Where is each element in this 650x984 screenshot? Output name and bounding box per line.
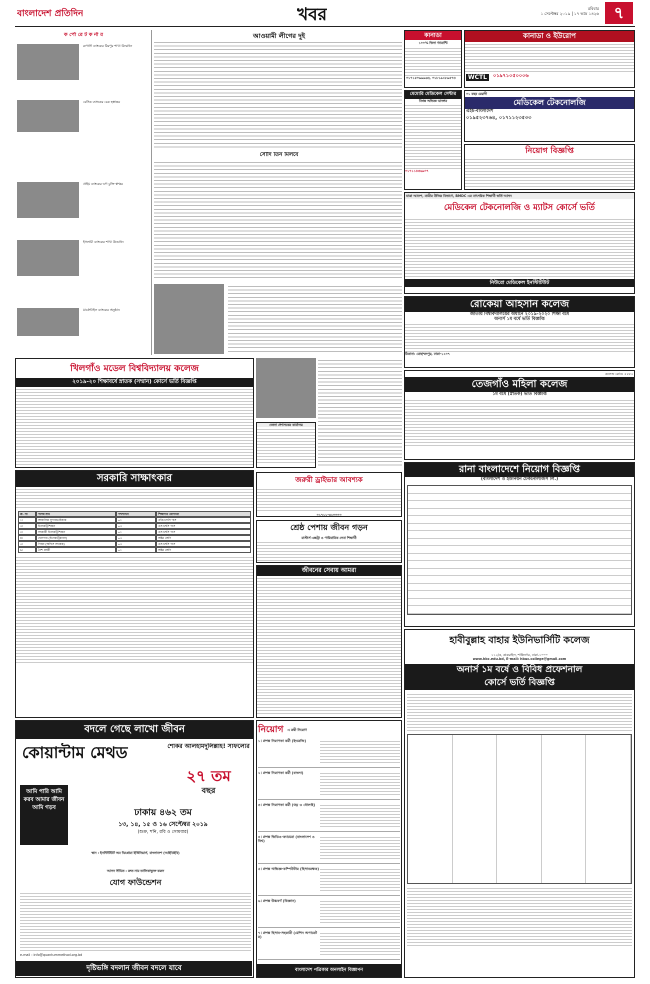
table-cell: এসএসসি পাস (156, 529, 251, 535)
quantum-star: আমি পারি আমি করব আমার জীবন আমি গড়ব (20, 785, 68, 845)
niyog-item-body (320, 867, 400, 893)
habib-web: www.hbc.edu.bd, E-mail: hbuc.college@gmail.com (472, 657, 567, 661)
table-cell: ০২ (116, 541, 156, 547)
rokeya-title: রোকেয়া আহসান কলেজ (405, 297, 634, 312)
niyog-ad-2 (256, 720, 402, 978)
news-body-1 (154, 40, 402, 150)
quantum-shokor: শোকর আলহামদুলিল্লাহ! সাফল্যের (167, 743, 250, 750)
corporate-photo-5 (17, 308, 79, 336)
quantum-edition: ২৭ তম (186, 767, 231, 785)
driver-ad (256, 472, 402, 517)
table-cell: নৈশ প্রহরী (36, 547, 116, 553)
quantum-dates: ১৩, ১৪, ১৫ ও ১৬ সেপ্টেম্বর ২০১৯ (118, 821, 208, 828)
niyog-item-body (320, 739, 400, 765)
shreshtha-title: শ্রেষ্ঠ পেশায় জীবন গড়ন (290, 523, 368, 532)
list-item (258, 931, 400, 960)
table-cell: ৪। (18, 535, 36, 541)
medtech-mats-ad (404, 192, 635, 294)
news-body-3 (228, 284, 402, 354)
canada-body (405, 46, 461, 76)
niyog-item-body (320, 899, 400, 925)
tejgaon-body (405, 398, 634, 448)
table-cell: অষ্টম শ্রেণি (156, 535, 251, 541)
col-sl: ক্র. নং (18, 511, 36, 517)
jiban-ad (256, 565, 402, 718)
medical-tech-ad (464, 90, 635, 142)
niyog2-label: এ রুরী নিয়োগ (287, 727, 307, 732)
tejgaon-sub: ১ম বর্ষে (স্নাতক) ভর্তি বিজ্ঞপ্তি (492, 392, 547, 397)
corporate-text-4: ইসলামী ব্যাংকের শাখা উদ্বোধন (83, 240, 124, 244)
news-body-4 (318, 358, 402, 468)
date-line: রবিবার ১ সেপ্টেম্বর ২০১৯ | ১৭ ভাদ্র ১৪২৬ (540, 6, 599, 16)
table-cell: ১। (18, 517, 36, 523)
logo: বাংলাদেশ প্রতিদিন (17, 9, 84, 19)
corporate-text-1: রূপালী ব্যাংকের মিরপুর শাখা উদ্বোধন (83, 44, 133, 48)
niyog-item-body (320, 771, 400, 797)
table-cell: ০১ (116, 547, 156, 553)
habib-ad (404, 629, 635, 978)
medtech-body (405, 217, 634, 279)
table-cell: এসএসসি পাস (156, 523, 251, 529)
habib-sub2: কোর্সে ভর্তি বিজ্ঞপ্তি (405, 677, 634, 690)
medical-title: মেডিকেল টেকনোলজি (465, 97, 634, 109)
table-cell: আবাসিক সুপারভাইজার (36, 517, 116, 523)
rokeya-sub: জাতীয় বিশ্ববিদ্যালয়ের অধীনে ২০১৯-২০২০ শিক্ষা বর্ষে (469, 312, 570, 317)
sarkari-ad (15, 470, 254, 718)
table-cell: ইলেকট্রিশিয়ান (36, 523, 116, 529)
habib-table (407, 734, 632, 884)
corporate-corner (15, 30, 152, 355)
sarkari-body (16, 555, 253, 665)
table-cell: হেলপার (ইলেকট্রিক্যাল) (36, 535, 116, 541)
medical-phone: ০১৯৫২৩৭৬৪, ০১৭১১২৩৫৩৩ (466, 115, 532, 121)
headline-2: সৌদি তিন মিলবে (259, 152, 299, 158)
niyog-item-body (320, 835, 400, 861)
habib-footer-text (407, 886, 632, 946)
zila-body (257, 427, 315, 463)
rana-table (407, 485, 632, 615)
quantum-ad (15, 720, 254, 978)
khilgaon-body (16, 387, 253, 468)
niyog-item-label: ৫। প্রশস্ত অভিজ্ঞ-কম্পিউটার (হিসাবরক্ষক) (258, 867, 320, 871)
canada-title: কানাডা (405, 31, 461, 40)
quantum-footer: দৃষ্টিভঙ্গি বদলান জীবন বদলে যাবে (16, 961, 252, 976)
sarkari-table (18, 511, 251, 553)
section-title: খবর (297, 5, 327, 25)
news-photo-2 (256, 358, 316, 418)
list-item (258, 835, 400, 864)
quantum-banner: বদলে গেছে লাখো জীবন (16, 721, 253, 739)
memory-phone: ০১৭১১৪৩৬৯০৭ (405, 168, 429, 173)
niyog-item-label: ১। প্রশস্ত নিরাপত্তা কর্মী (ইংরেজি) (258, 739, 307, 743)
canada-phone: ০১৭১৫০৯৯৯৬৩, ০১৮১৯২৮৯৫৭৩ (406, 76, 456, 80)
tejgaon-title: তেজগাঁও মহিলা কলেজ (405, 377, 634, 392)
corporate-photo-3 (17, 182, 79, 218)
habib-addr: ১১২/৩, কাকরাইল, শান্তিনগর, ঢাকা-১০০০ (491, 653, 548, 657)
quantum-title: কোয়ান্টাম মেথড (22, 743, 128, 762)
canada-eu-title: কানাডা ও ইউরোপ (465, 31, 634, 42)
table-cell: পিয়ন (অফিস সহায়ক) (36, 541, 116, 547)
rokeya-sub2: অনার্স ১ম বর্ষে ভর্তি বিজ্ঞপ্তি (494, 317, 545, 322)
jiban-body (257, 576, 401, 716)
col-count: পদসংখ্যা (116, 511, 156, 517)
medtech-title: মেডিকেল টেকনোলজি ও ম্যাটস কোর্সে ভর্তি (444, 203, 595, 213)
table-cell: সহকারী ইলেকট্রিশিয়ান (36, 529, 116, 535)
table-cell: ৬। (18, 547, 36, 553)
quantum-fname: যোগ ফাউন্ডেশন (109, 878, 162, 887)
niyog-item-label: ৪। প্রশস্ত ভিডিও-ক্যামেরা (বাংলাদেশ ও বিশ্ব) (258, 835, 315, 843)
news-column (154, 30, 402, 355)
quantum-days: (শুক্র, শনি, রবি ও সোমবার) (137, 830, 189, 835)
driver-phone: ০১৭১১-৩২০০০০ (316, 513, 342, 517)
niyog2-footer: বাংলাদেশ পত্রিকার অনলাইন বিজ্ঞাপন (257, 964, 401, 977)
table-cell: ০২ (116, 535, 156, 541)
corporate-text-2: বেসিক ব্যাংকের চেক হস্তান্তর (83, 100, 120, 104)
col-post: পদের নাম (36, 511, 116, 517)
shreshtha-body (257, 540, 401, 562)
quantum-email: e-mail : info@quantummethod.org.bd (20, 953, 83, 957)
rokeya-body (405, 322, 634, 352)
corporate-title: ক র্পো রে ট ক র্না র (63, 32, 103, 38)
habib-title: হাবীবুল্লাহ বাহার ইউনিভার্সিটি কলেজ (449, 635, 590, 646)
quantum-year: বছর (201, 786, 216, 795)
niyog-item-label: ৬। প্রশস্ত উচ্চবর্গ (বিজ্ঞান) (258, 899, 296, 903)
table-cell: ০১ (116, 517, 156, 523)
table-cell: ০২ (116, 523, 156, 529)
list-item (258, 739, 400, 768)
zila-title: জেলা প্রশাসকের কার্যালয় (257, 423, 315, 427)
jiban-title: জীবনের সেবায় আমরা (257, 566, 401, 576)
table-cell: এইচএসসি পাস (156, 517, 251, 523)
niyog-item-label: ৭। প্রশস্ত হিসাব-সহকারী (মেশিন অপারেটর) (258, 931, 318, 939)
quantum-body (20, 891, 251, 951)
col-qual: শিক্ষাগত যোগ্যতা (156, 511, 251, 517)
medical-org: এইচ-বাংলাদেশ (466, 109, 494, 114)
medtech-top: যাত্রা আদেশ, যাত্রীর উজির বিভাগে, BMDC এর বাৎসরিক শিক্ষার্থী ভর্তি আসন (405, 193, 634, 199)
table-cell: অষ্টম শ্রেণি (156, 547, 251, 553)
driver-body (257, 487, 401, 513)
corporate-photo-2 (17, 100, 79, 132)
driver-title: জরুরী ড্রাইভার আবশ্যক (295, 476, 363, 484)
masthead (15, 0, 635, 27)
table-cell: ২। (18, 523, 36, 529)
corporate-text-5: মার্কেন্টাইল ব্যাংকের অনুষ্ঠান (83, 308, 120, 312)
rokeya-contact: ঠিকানা: মোহাম্মদপুর, ঢাকা-১২০৭ (405, 352, 450, 356)
quantum-foundation: আসন সীমিত : দ্রুত নাম তালিকাভুক্ত করুন (106, 869, 165, 873)
medical-sub: ০১ বছর মেয়াদী (466, 92, 487, 96)
canada-eu-phone: ০১৯৭১০৫০০০৬ (492, 73, 529, 79)
table-cell: এসএসসি পাস (156, 541, 251, 547)
table-cell: ৩। (18, 529, 36, 535)
memory-title: মেমোরি মেডিকেল সেন্টার (405, 91, 461, 99)
quantum-venue: স্থান : ইনস্টিটিউট অব ডিপ্লোমা ইঞ্জিনিয়ার্স, বাংলাদেশ (আইডিইবি) (91, 851, 180, 855)
rana-ad (404, 462, 635, 627)
list-item (258, 771, 400, 800)
shreshtha-ad (256, 520, 402, 563)
shreshtha-sub: মাস্টার্স এক্সট্রা ও পারিবারিক সেবা শিক্ষার্থী (301, 536, 357, 540)
rokeya-ad (404, 296, 635, 368)
habib-sub: অনার্স ১ম বর্ষে ও বিবিধ প্রফেশনাল (405, 664, 634, 677)
news-body-2 (154, 160, 402, 280)
canada-eu-body (465, 42, 634, 72)
khilgaon-sub: ২০১৯-২০ শিক্ষাবর্ষে স্নাতক (সম্মান) কোর্সে ভর্তি বিজ্ঞপ্তি (16, 378, 253, 387)
zila-notice (256, 422, 316, 468)
table-cell: ০১ (116, 529, 156, 535)
news-column-2 (256, 358, 402, 563)
khilgaon-ad (15, 358, 254, 468)
rana-sub: (বাংলাদেশ ও ইউনিয়ন টেকনোলজিস লি.) (480, 477, 559, 482)
corporate-photo-1 (17, 44, 79, 80)
table-row (18, 547, 251, 553)
tejgaon-ad (404, 370, 635, 460)
niyog-item-body (320, 803, 400, 829)
headline-1: আওয়ামী লীগের দুই (252, 32, 306, 40)
quantum-dhaka: ঢাকায় ৪৬২ তম (134, 808, 192, 818)
niyog1-body (465, 157, 634, 189)
niyog1-title: নিয়োগ বিজ্ঞপ্তি (465, 145, 634, 157)
canada-eu-ad (464, 30, 635, 88)
page-number: ৭ (605, 2, 633, 24)
khilgaon-title: খিলগাঁও মডেল বিশ্ববিদ্যালয় কলেজ (70, 364, 199, 374)
list-item (258, 803, 400, 832)
habib-body (407, 692, 632, 732)
list-item (258, 867, 400, 896)
memory-sub: বিশ্বস্ত অভিজ্ঞ ডাক্তার (418, 98, 448, 103)
memory-medical-ad (404, 90, 462, 190)
sarkari-intro (16, 487, 253, 509)
niyog-ad-1 (464, 144, 635, 190)
news-photo (154, 284, 224, 354)
sarkari-title: সরকারি সাক্ষাৎকার (16, 471, 253, 487)
wctl-logo: WCTL (468, 73, 487, 81)
corporate-text-3: প্রাইম ব্যাংকের ঋণ চুক্তি স্বাক্ষর (83, 182, 123, 186)
medtech-foot: নিউরো মেডিকেল ইনস্টিটিউট (405, 279, 634, 287)
table-cell: ৫। (18, 541, 36, 547)
niyog-item-label: ৩। প্রশস্ত নিরাপত্তা কর্মী (ঘড় ও ধোলাই) (258, 803, 316, 807)
corporate-photo-4 (17, 240, 79, 276)
rana-title: রানা বাংলাদেশে নিয়োগ বিজ্ঞপ্তি (405, 463, 634, 477)
canada-sub: ১০০% ভিসা গ্যারান্টি (418, 41, 448, 45)
list-item (258, 899, 400, 928)
canada-ad (404, 30, 462, 88)
niyog2-title: নিয়োগ (258, 725, 284, 735)
niyog-item-label: ২। প্রশস্ত নিরাপত্তা কর্মী (বাংলা) (258, 771, 304, 775)
niyog-item-body (320, 931, 400, 957)
tejgaon-code: কলেজ কোড: ৫৫৮২ (605, 372, 633, 376)
memory-body (405, 103, 461, 169)
